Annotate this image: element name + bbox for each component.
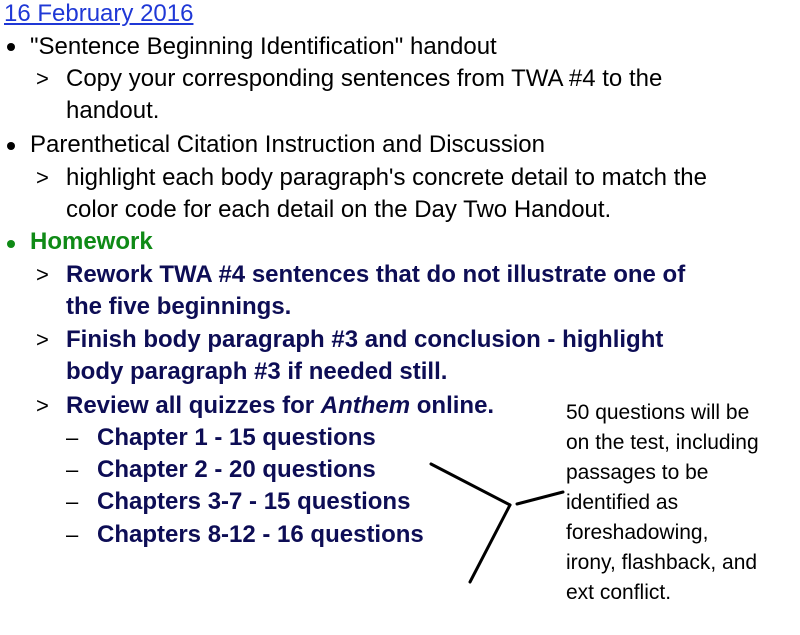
- ink-stroke-lower: [470, 505, 510, 582]
- chapter-item: Chapter 1 - 15 questions: [97, 424, 376, 451]
- sub-item-highlight-line2: color code for each detail on the Day Two Handout.: [66, 196, 612, 223]
- sub-item-copy-line2: handout.: [66, 97, 160, 124]
- dash-marker: –: [66, 457, 79, 482]
- sub-marker: >: [36, 262, 49, 287]
- dash-marker: –: [66, 489, 79, 514]
- annotation-line: identified as: [566, 491, 679, 514]
- review-suffix: online.: [410, 392, 495, 419]
- sub-marker: >: [36, 327, 49, 352]
- sub-item-highlight-line1: highlight each body paragraph's concrete detail to match the: [66, 164, 707, 191]
- sub-marker: >: [36, 393, 49, 418]
- annotation-note: [566, 398, 796, 608]
- annotation-line: irony, flashback, and: [566, 551, 758, 574]
- homework-finish-line2: body paragraph #3 if needed still.: [66, 358, 448, 385]
- annotation-line: on the test, including: [566, 431, 759, 454]
- chapter-item: Chapters 8-12 - 16 questions: [97, 521, 424, 548]
- annotation-line: 50 questions will be: [566, 401, 750, 424]
- annotation-line: ext conflict.: [566, 581, 672, 604]
- ink-stroke-arrow: [517, 492, 563, 504]
- sub-marker: >: [36, 165, 49, 190]
- sub-marker: >: [36, 66, 49, 91]
- review-prefix: Review all quizzes for: [66, 392, 321, 419]
- chapter-item: Chapter 2 - 20 questions: [97, 456, 376, 483]
- homework-rework-line1: Rework TWA #4 sentences that do not illustrate one of: [66, 261, 686, 288]
- dash-marker: –: [66, 425, 79, 450]
- chapter-item: Chapters 3-7 - 15 questions: [97, 488, 411, 515]
- sub-item-copy-line1: Copy your corresponding sentences from TWA #4 to the: [66, 65, 663, 92]
- homework-heading: Homework: [30, 228, 153, 255]
- annotation-line: foreshadowing,: [566, 521, 709, 544]
- date-link[interactable]: 16 February 2016: [4, 0, 194, 27]
- annotation-line: passages to be: [566, 461, 709, 484]
- review-book-title: Anthem: [320, 392, 411, 419]
- list-item-handout: "Sentence Beginning Identification" handout: [30, 33, 497, 60]
- dash-marker: –: [66, 522, 79, 547]
- ink-stroke-upper: [431, 464, 510, 505]
- list-item-citation: Parenthetical Citation Instruction and Discussion: [30, 131, 545, 158]
- homework-finish-line1: Finish body paragraph #3 and conclusion - highlight: [66, 326, 664, 353]
- homework-rework-line2: the five beginnings.: [66, 293, 292, 320]
